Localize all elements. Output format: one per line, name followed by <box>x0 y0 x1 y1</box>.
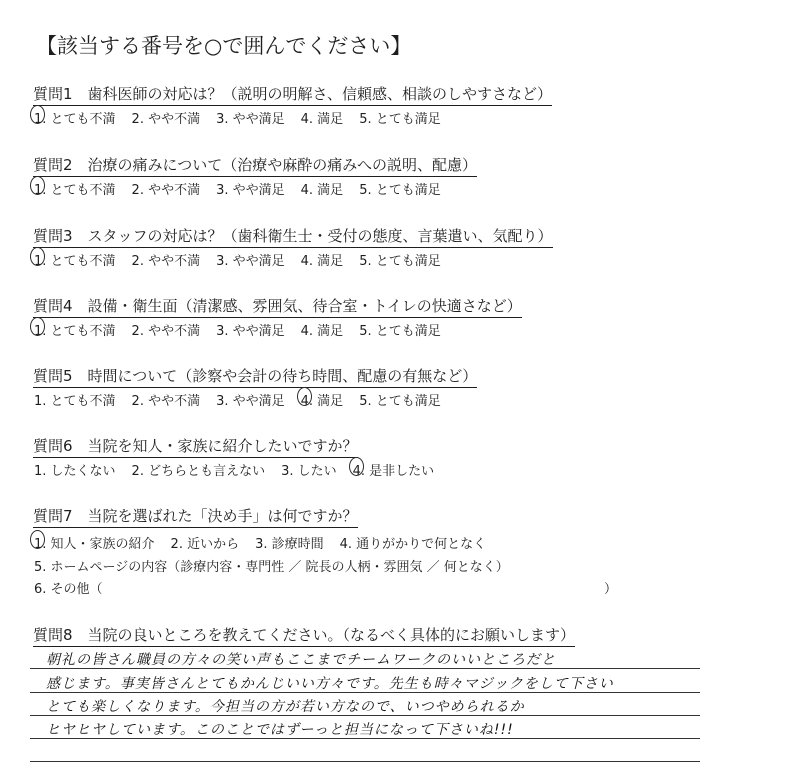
question-5-option-3[interactable]: 3. やや満足 <box>216 394 285 409</box>
selection-circle <box>30 317 45 336</box>
handwritten-answer-line-2: 感じます。事実皆さんとてもかんじいい方々です。先生も時々マジックをして下さい <box>46 676 614 692</box>
question-4-option-5[interactable]: 5. とても満足 <box>359 324 441 339</box>
question-4-option-1[interactable]: 1. とても不満 <box>34 320 116 339</box>
handwritten-answer-line-3: とても楽しくなります。今担当の方が若い方なので、いつやめられるか <box>46 699 525 715</box>
handwritten-answer-line-4: ヒヤヒヤしています。このことではずーっと担当になって下さいね!!! <box>46 722 514 738</box>
question-3-option-5[interactable]: 5. とても満足 <box>359 254 441 269</box>
question-7-option-1[interactable]: 1. 知人・家族の紹介 <box>34 533 155 552</box>
question-5-options <box>34 390 457 409</box>
question-1-option-4[interactable]: 4. 満足 <box>300 112 344 127</box>
answer-line <box>30 761 700 762</box>
question-4-label: 質問4 設備・衛生面（清潔感、雰囲気、待合室・トイレの快適さなど） <box>33 295 522 318</box>
question-7-label: 質問7 当院を選ばれた「決め手」は何ですか？ <box>33 505 358 528</box>
question-3-options <box>34 250 457 269</box>
question-3-option-4[interactable]: 4. 満足 <box>300 254 344 269</box>
question-3-option-3[interactable]: 3. やや満足 <box>216 254 285 269</box>
question-5-option-4[interactable]: 4. 満足 <box>301 390 344 409</box>
question-3-label: 質問3 スタッフの対応は？（歯科衛生士・受付の態度、言葉遣い、気配り） <box>33 225 553 248</box>
question-2-option-2[interactable]: 2. やや不満 <box>131 183 201 198</box>
question-7-option-6-close: ） <box>604 582 618 597</box>
question-6-option-4[interactable]: 4. 是非したい <box>353 460 435 479</box>
question-5-label: 質問5 時間について（診察や会計の待ち時間、配慮の有無など） <box>33 365 477 388</box>
selection-circle <box>30 105 45 124</box>
question-1-option-1[interactable]: 1. とても不満 <box>34 108 116 127</box>
question-6-option-1[interactable]: 1. したくない <box>34 464 116 479</box>
selection-circle <box>297 387 312 406</box>
question-7-options-row1 <box>34 533 502 552</box>
selection-circle <box>349 457 364 476</box>
question-1-label: 質問1 歯科医師の対応は？（説明の明解さ、信頼感、相談のしやすさなど） <box>33 83 552 106</box>
question-6-option-3[interactable]: 3. したい <box>281 464 337 479</box>
selection-circle <box>30 176 45 195</box>
question-5-option-1[interactable]: 1. とても不満 <box>34 394 116 409</box>
question-2-option-1[interactable]: 1. とても不満 <box>34 179 116 198</box>
question-3-option-2[interactable]: 2. やや不満 <box>131 254 201 269</box>
question-1-option-3[interactable]: 3. やや満足 <box>216 112 285 127</box>
question-1-option-2[interactable]: 2. やや不満 <box>131 112 201 127</box>
selection-circle <box>30 530 45 549</box>
handwritten-answer-line-1: 朝礼の皆さん職員の方々の笑い声もここまでチームワークのいいところだと <box>46 652 556 668</box>
question-2-label: 質問2 治療の痛みについて（治療や麻酔の痛みへの説明、配慮） <box>33 154 477 177</box>
selection-circle <box>30 247 45 266</box>
question-5-option-5[interactable]: 5. とても満足 <box>359 394 441 409</box>
question-4-options <box>34 320 457 339</box>
question-6-label: 質問6 当院を知人・家族に紹介したいですか？ <box>33 435 358 458</box>
question-4-option-4[interactable]: 4. 満足 <box>300 324 344 339</box>
question-6-option-2[interactable]: 2. どちらとも言えない <box>131 464 266 479</box>
question-1-option-5[interactable]: 5. とても満足 <box>359 112 441 127</box>
page-title: 【該当する番号を○で囲んでください】 <box>36 34 412 58</box>
question-2-option-5[interactable]: 5. とても満足 <box>359 183 441 198</box>
question-2-options <box>34 179 457 198</box>
question-7-option-4[interactable]: 4. 通りがかりで何となく <box>339 537 487 552</box>
question-7-option-6: 6. その他（ <box>34 582 103 597</box>
question-7-option-2[interactable]: 2. 近いから <box>170 537 240 552</box>
question-4-option-2[interactable]: 2. やや不満 <box>131 324 201 339</box>
question-2-option-3[interactable]: 3. やや満足 <box>216 183 285 198</box>
question-4-option-3[interactable]: 3. やや満足 <box>216 324 285 339</box>
question-7-option-3[interactable]: 3. 診療時間 <box>255 537 324 552</box>
question-7-option-5: 5. ホームページの内容（診療内容・専門性 ／ 院長の人柄・雰囲気 ／ 何となく） <box>34 560 509 575</box>
question-5-option-2[interactable]: 2. やや不満 <box>131 394 201 409</box>
question-1-options <box>34 108 457 127</box>
question-6-options <box>34 460 450 479</box>
question-2-option-4[interactable]: 4. 満足 <box>300 183 344 198</box>
question-3-option-1[interactable]: 1. とても不満 <box>34 250 116 269</box>
question-8-label: 質問8 当院の良いところを教えてください。（なるべく具体的にお願いします） <box>33 624 575 647</box>
